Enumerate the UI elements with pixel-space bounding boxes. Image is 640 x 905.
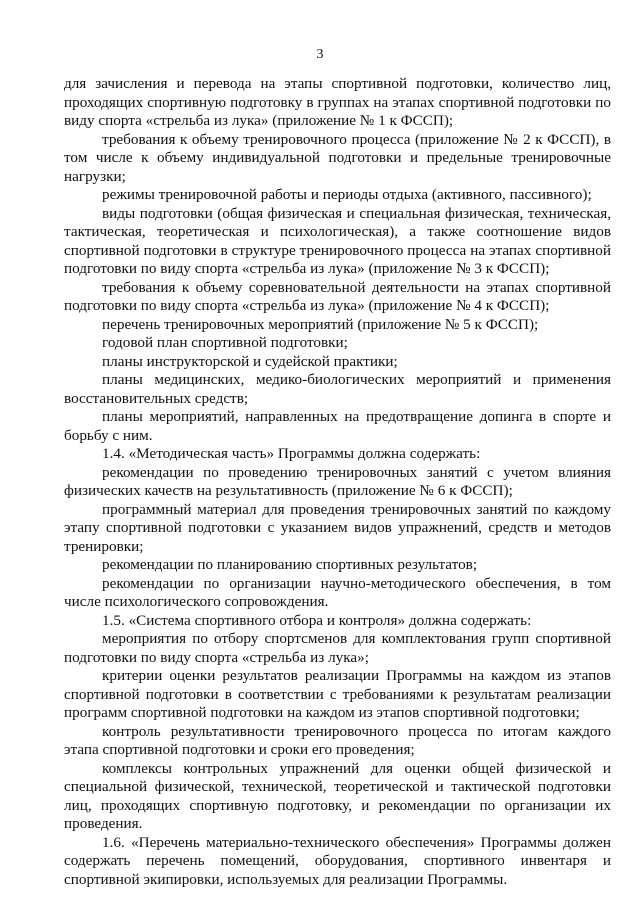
section-heading-1-4: 1.4. «Методическая часть» Программы должна содержать: [102, 445, 481, 462]
section-heading-1-6: 1.6. «Перечень материально-технического обеспечения» Программы должен содержать перечень помещений, оборудования, спортивного инвентаря и спортивной экипировки, используемых для реализации Программы. [64, 833, 611, 888]
list-item-program-material: программный материал для проведения тренировочных занятий по каждому этапу спортивной подготовки с указанием видов упражнений, средств и методов тренировки; [64, 500, 611, 555]
list-item-scientific-support: рекомендации по организации научно-методического обеспечения, в том числе психологического сопровождения. [64, 574, 611, 610]
list-item-instructor-plans: планы инструкторской и судейской практики; [102, 352, 398, 370]
list-item-work-rest-modes: режимы тренировочной работы и периоды отдыха (активного, пассивного); [102, 186, 592, 203]
list-item-control-exercises: комплексы контрольных упражнений для оценки общей физической и специальной физической, технической, теоретической и тактической подготовки лиц, проходящих спортивную подготовку, и рекомендации по организации их проведения. [64, 759, 611, 832]
list-item-selection-events: мероприятия по отбору спортсменов для комплектования групп спортивной подготовки по виду спорта «стрельба из лука»; [64, 630, 611, 666]
paragraph-continuation: для зачисления и перевода на этапы спортивной подготовки, количество лиц, проходящих спортивную подготовку в группах на этапах спортивной подготовки по виду спорта «стрельба из лука» (приложение № 1 к ФССП); [64, 75, 611, 129]
list-item-results-planning: рекомендации по планированию спортивных результатов; [102, 556, 478, 573]
list-item-training-recommendations: рекомендации по проведению тренировочных занятий с учетом влияния физических качеств на результативность (приложение № 6 к ФССП); [64, 463, 611, 499]
list-item-competition-requirements: требования к объему соревновательной деятельности на этапах спортивной подготовки по виду спорта «стрельба из лука» (приложение № 4 к ФССП); [64, 278, 611, 314]
list-item-evaluation-criteria: критерии оценки результатов реализации Программы на каждом из этапов спортивной подготовки в соответствии с требованиями к результатам реализации программ спортивной подготовки на каждом из этапов спортивной подготовки; [64, 667, 611, 721]
list-item-performance-control: контроль результативности тренировочного процесса по итогам каждого этапа спортивной подготовки и сроки его проведения; [64, 722, 611, 758]
list-item-training-types: виды подготовки (общая физическая и специальная физическая, техническая, тактическая, теоретическая и психологическая), а также соотношение видов спортивной подготовки в структуре тренировочного процесса на этапах спортивной подготовки по виду спорта «стрельба из лука» (приложение № 3 к ФССП); [64, 204, 611, 277]
section-heading-1-5: 1.5. «Система спортивного отбора и контроля» должна содержать: [102, 611, 532, 629]
list-item-medical-plans: планы медицинских, медико-биологических мероприятий и применения восстановительных средств; [64, 371, 611, 407]
list-item-training-events: перечень тренировочных мероприятий (приложение № 5 к ФССП); [102, 315, 539, 333]
document-body [64, 75, 611, 889]
list-item-training-volume: требования к объему тренировочного процесса (приложение № 2 к ФССП), в том числе к объему индивидуальной подготовки и предельные тренировочные нагрузки; [64, 130, 611, 185]
page-number: 3 [316, 47, 324, 62]
list-item-annual-plan: годовой план спортивной подготовки; [102, 334, 348, 351]
list-item-anti-doping-plans: планы мероприятий, направленных на предотвращение допинга в спорте и борьбу с ним. [64, 408, 611, 444]
